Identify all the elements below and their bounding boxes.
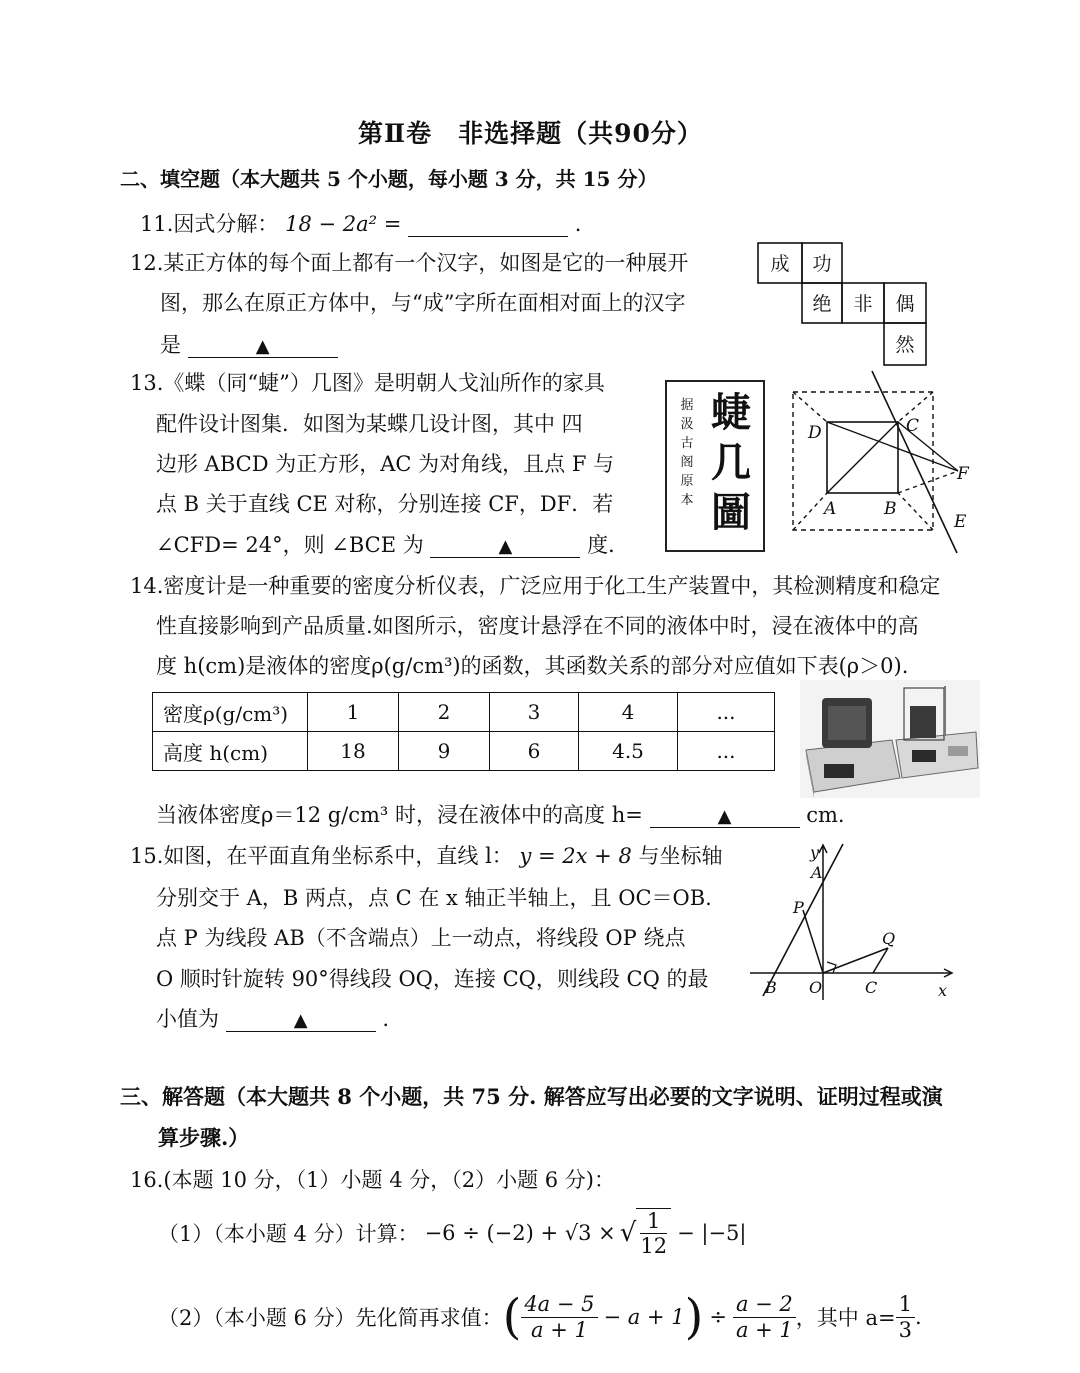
q16-part2 <box>158 1286 922 1348</box>
table-cell: 2 <box>399 693 490 732</box>
fraction-denominator: a + 1 <box>531 1317 588 1342</box>
section-3-heading: 三、解答题（本大题共 8 个小题，共 75 分. 解答应写出必要的文字说明、证明过程或演 <box>120 1084 943 1109</box>
seal-main-char: 几 <box>711 439 751 486</box>
q15-line5 <box>156 1003 389 1033</box>
q15-line5-prefix: 小值为 <box>156 1007 219 1031</box>
q15-line1-a: 15.如图，在平面直角坐标系中，直线 l： <box>130 844 513 868</box>
dashed-line <box>793 493 827 530</box>
q16-p2-mid: − a + 1 <box>603 1305 685 1329</box>
table-row <box>153 732 775 771</box>
label-f: F <box>957 464 969 484</box>
q15-line2: 分别交于 A，B 两点，点 C 在 x 轴正半轴上，且 OC＝OB. <box>156 886 712 910</box>
net-char-fei: 非 <box>853 293 873 315</box>
left-paren-icon: ( <box>502 1289 522 1345</box>
q15-line1-b: 与坐标轴 <box>638 844 723 868</box>
label-a: A <box>811 863 823 882</box>
q16-p2-fraction-2 <box>733 1292 796 1341</box>
q14-question-suffix: cm. <box>806 803 845 827</box>
q14-line1: 14.密度计是一种重要的密度分析仪表，广泛应用于化工生产装置中，其检测精度和稳定 <box>130 574 941 598</box>
label-q: Q <box>882 929 896 948</box>
table-cell: 密度ρ(g/cm³) <box>153 693 308 732</box>
density-table <box>152 692 775 771</box>
triangle-mark-icon: ▲ <box>717 806 732 827</box>
fraction-denominator: 3 <box>898 1317 912 1342</box>
label-b: B <box>884 499 897 519</box>
page-title: 第Ⅱ卷 非选择题（共90分） <box>358 119 703 148</box>
q15-line1 <box>130 840 723 870</box>
table-cell: 3 <box>490 693 579 732</box>
seal-side-char: 原 <box>680 474 694 489</box>
q16-p2-end: . <box>914 1305 922 1329</box>
net-char-jue: 绝 <box>812 293 832 315</box>
diagonal-ac <box>827 422 898 493</box>
triangle-mark-icon: ▲ <box>255 336 270 357</box>
q12-line3 <box>160 329 338 359</box>
table-cell: 高度 h(cm) <box>153 732 308 771</box>
label-x: x <box>938 981 948 1000</box>
section-2-heading: 二、填空题（本大题共 5 个小题，每小题 3 分，共 15 分） <box>120 167 658 191</box>
q12-line3-prefix: 是 <box>160 333 181 357</box>
label-d: D <box>808 423 822 443</box>
dashed-line <box>793 392 827 422</box>
question-11 <box>140 208 581 238</box>
fraction-denominator: a + 1 <box>735 1317 793 1342</box>
q16-heading: 16.(本题 10 分，（1）小题 4 分，（2）小题 6 分)： <box>130 1168 615 1192</box>
table-cell: 18 <box>308 732 399 771</box>
seal-side-char: 本 <box>680 493 694 508</box>
q13-answer-blank[interactable] <box>430 533 580 558</box>
q15-answer-blank[interactable] <box>226 1007 376 1032</box>
q12-line2: 图，那么在原正方体中，与“成”字所在面相对面上的汉字 <box>160 291 686 315</box>
q11-answer-blank[interactable] <box>408 212 568 237</box>
triangle-mark-icon: ▲ <box>498 536 513 557</box>
triangle-mark-icon: ▲ <box>293 1010 308 1031</box>
q15-line3: 点 P 为线段 AB（不含端点）上一动点，将线段 OP 绕点 <box>156 926 686 950</box>
q14-line3: 度 h(cm)是液体的密度ρ(g/cm³)的函数，其函数关系的部分对应值如下表(ρ＞0). <box>156 654 909 678</box>
q11-expr: 18 − 2a² = <box>285 212 402 236</box>
fraction-numerator: 1 <box>640 1209 667 1234</box>
q13-line5-suffix: 度． <box>587 533 630 557</box>
table-cell: 9 <box>399 732 490 771</box>
segment-op <box>803 910 823 973</box>
outer-dashed-square <box>793 392 933 530</box>
seal-side-char: 阁 <box>680 455 694 470</box>
q13-line2: 配件设计图集．如图为某蝶几设计图，其中 四 <box>156 412 583 436</box>
q13-line5-prefix: ∠CFD= 24°，则 ∠BCE 为 <box>156 533 424 557</box>
net-char-ran: 然 <box>895 334 915 356</box>
q12-line1: 12.某正方体的每个面上都有一个汉字，如图是它的一种展开 <box>130 251 689 275</box>
q16-p1-expr-b: − |−5| <box>677 1221 747 1245</box>
q11-end: . <box>574 212 582 236</box>
segment-df <box>827 422 958 471</box>
net-char-cheng: 成 <box>770 253 790 275</box>
q13-line3: 边形 ABCD 为正方形，AC 为对角线，且点 F 与 <box>156 452 615 476</box>
table-cell: ... <box>678 693 775 732</box>
q15-coordinate-figure <box>745 838 965 1008</box>
q16-p1-expr-a: −6 ÷ (−2) + √3 × <box>424 1221 616 1245</box>
q16-p2-fraction-1 <box>521 1292 597 1341</box>
table-row <box>153 693 775 732</box>
seal-side-char: 古 <box>680 436 694 451</box>
q14-line2: 性直接影响到产品质量.如图所示，密度计悬浮在不同的液体中时，浸在液体中的高 <box>156 614 919 638</box>
q14-answer-blank[interactable] <box>650 803 800 828</box>
q13-geometry-figure <box>780 365 980 560</box>
fraction-numerator: a − 2 <box>733 1292 796 1317</box>
q15-line4: O 顺时针旋转 90°得线段 OQ，连接 CQ，则线段 CQ 的最 <box>156 967 709 991</box>
q16-p2-where: ，其中 a= <box>795 1306 896 1330</box>
q15-line5-suffix: . <box>382 1007 390 1031</box>
dashed-line <box>898 493 933 530</box>
fraction-denominator: 12 <box>640 1234 668 1258</box>
fraction-numerator: 4a − 5 <box>521 1292 597 1317</box>
q13-line1: 13.《蝶（同“蜨”）几图》是明朝人戈汕所作的家具 <box>130 371 605 395</box>
table-cell: 4 <box>579 693 678 732</box>
q16-p1-fraction <box>636 1208 671 1258</box>
label-a: A <box>824 499 837 519</box>
cube-net-figure <box>755 240 935 370</box>
table-cell: ... <box>678 732 775 771</box>
seal-side-char: 据 <box>680 398 694 413</box>
q16-p2-value-fraction <box>896 1292 915 1341</box>
label-e: E <box>954 512 967 532</box>
line-ce <box>872 371 957 553</box>
seal-main-char: 圖 <box>711 489 751 536</box>
right-paren-icon: ) <box>684 1289 704 1345</box>
label-b: B <box>765 978 777 997</box>
q16-p2-prefix: （2）（本小题 6 分）先化简再求值： <box>158 1306 503 1330</box>
segment-cq <box>873 948 888 973</box>
q16-p2-divide: ÷ <box>709 1305 727 1329</box>
seal-side-char: 汲 <box>680 417 694 432</box>
label-y: y <box>810 843 820 862</box>
table-cell: 6 <box>490 732 579 771</box>
net-char-ou: 偶 <box>895 293 915 315</box>
label-p: P <box>793 898 804 917</box>
q13-line4: 点 B 关于直线 CE 对称，分别连接 CF，DF．若 <box>156 492 614 516</box>
net-char-gong: 功 <box>812 253 832 275</box>
segment-oq <box>823 948 888 973</box>
q14-question <box>156 799 845 829</box>
q11-prefix: 11.因式分解： <box>140 212 279 236</box>
sqrt-icon: √ <box>619 1218 637 1248</box>
label-c: C <box>865 978 878 997</box>
q12-answer-blank[interactable] <box>188 333 338 358</box>
q16-part1 <box>158 1208 747 1258</box>
q16-p1-prefix: （1）（本小题 4 分）计算： <box>158 1222 419 1246</box>
fraction-numerator: 1 <box>896 1292 915 1317</box>
table-cell: 1 <box>308 693 399 732</box>
q14-question-prefix: 当液体密度ρ＝12 g/cm³ 时，浸在液体中的高度 h= <box>156 803 643 827</box>
label-c: C <box>906 416 920 436</box>
section-3-heading-cont: 算步骤.） <box>158 1125 250 1150</box>
butterfly-table-seal-image <box>665 380 765 552</box>
label-o: O <box>809 978 823 997</box>
q13-line5 <box>156 529 629 559</box>
seal-main-char: 蜨 <box>711 389 751 436</box>
densimeter-photo <box>800 680 980 798</box>
table-cell: 4.5 <box>579 732 678 771</box>
q15-equation: y = 2x + 8 <box>519 844 632 868</box>
